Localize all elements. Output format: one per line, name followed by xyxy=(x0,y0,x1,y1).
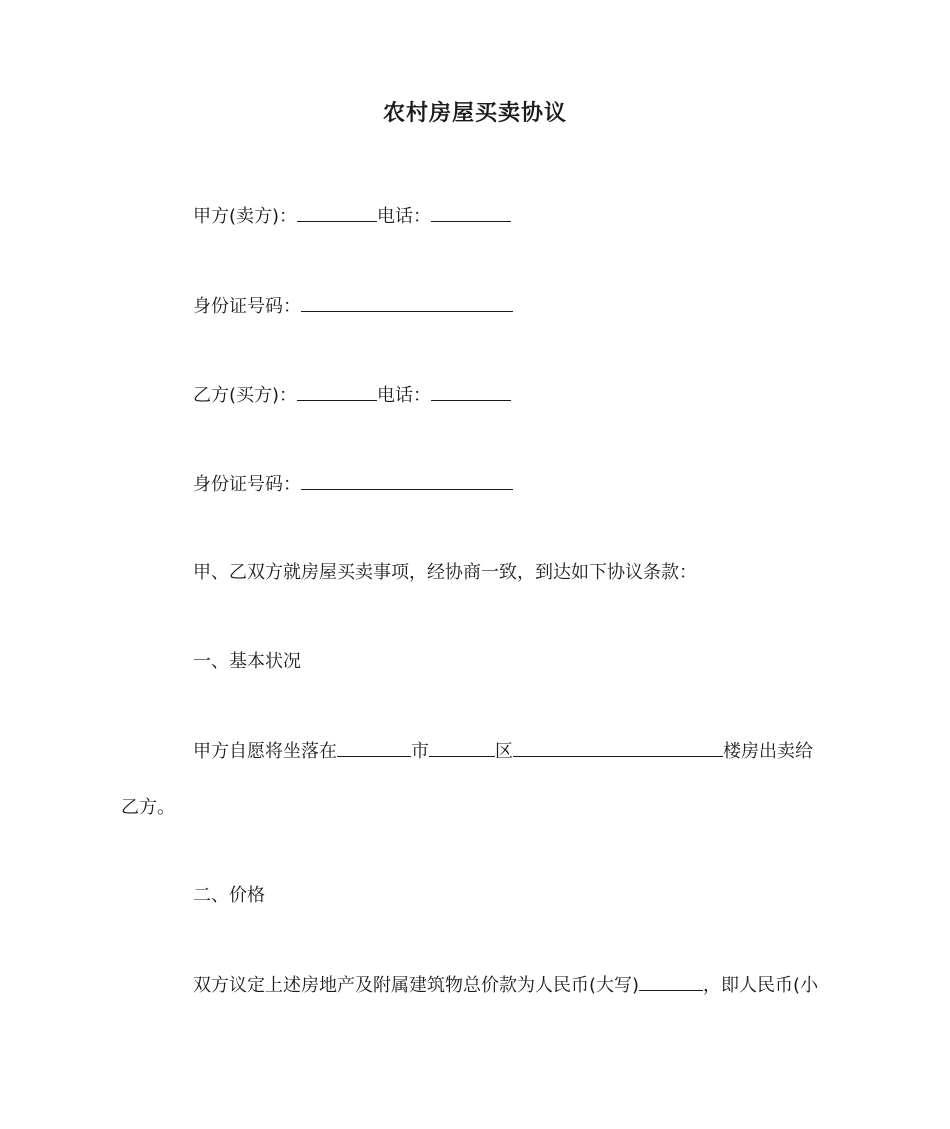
section-2-text xyxy=(193,972,818,999)
party-b-line xyxy=(193,382,511,409)
party-a-label: 甲方(卖方)： xyxy=(193,206,298,227)
section-1-text-b: 楼房出卖给 xyxy=(723,741,813,762)
party-a-id-label: 身份证号码： xyxy=(193,296,301,317)
section-2-heading: 二、价格 xyxy=(193,885,265,906)
party-b-phone-blank xyxy=(431,382,511,401)
party-b-phone-label: 电话： xyxy=(377,385,432,406)
party-b-id-blank xyxy=(301,471,513,490)
document-title: 农村房屋买卖协议 xyxy=(382,101,567,126)
section-1-text xyxy=(193,738,813,765)
section-1-text-a: 甲方自愿将坐落在 xyxy=(193,741,337,762)
section-2-text-b: ，即人民币(小 xyxy=(703,975,819,996)
party-b-name-blank xyxy=(297,382,377,401)
party-b-label: 乙方(买方)： xyxy=(193,385,298,406)
section-1-district: 区 xyxy=(495,741,513,762)
intro-paragraph: 甲、乙双方就房屋买卖事项，经协商一致，到达如下协议条款： xyxy=(193,562,697,583)
city-blank xyxy=(337,738,411,757)
party-a-name-blank xyxy=(297,203,377,222)
party-b-id-label: 身份证号码： xyxy=(193,474,301,495)
party-a-line xyxy=(193,203,511,230)
party-a-phone-label: 电话： xyxy=(377,206,432,227)
section-1-heading: 一、基本状况 xyxy=(193,651,301,672)
section-1-continuation: 乙方。 xyxy=(121,797,175,818)
party-a-id-line xyxy=(193,293,513,320)
district-blank xyxy=(429,738,495,757)
party-b-id-line xyxy=(193,471,513,498)
price-blank xyxy=(639,972,703,991)
address-blank xyxy=(513,738,723,757)
party-a-phone-blank xyxy=(431,203,511,222)
party-a-id-blank xyxy=(301,293,513,312)
section-2-text-a: 双方议定上述房地产及附属建筑物总价款为人民币(大写) xyxy=(193,975,640,996)
section-1-city: 市 xyxy=(411,741,429,762)
